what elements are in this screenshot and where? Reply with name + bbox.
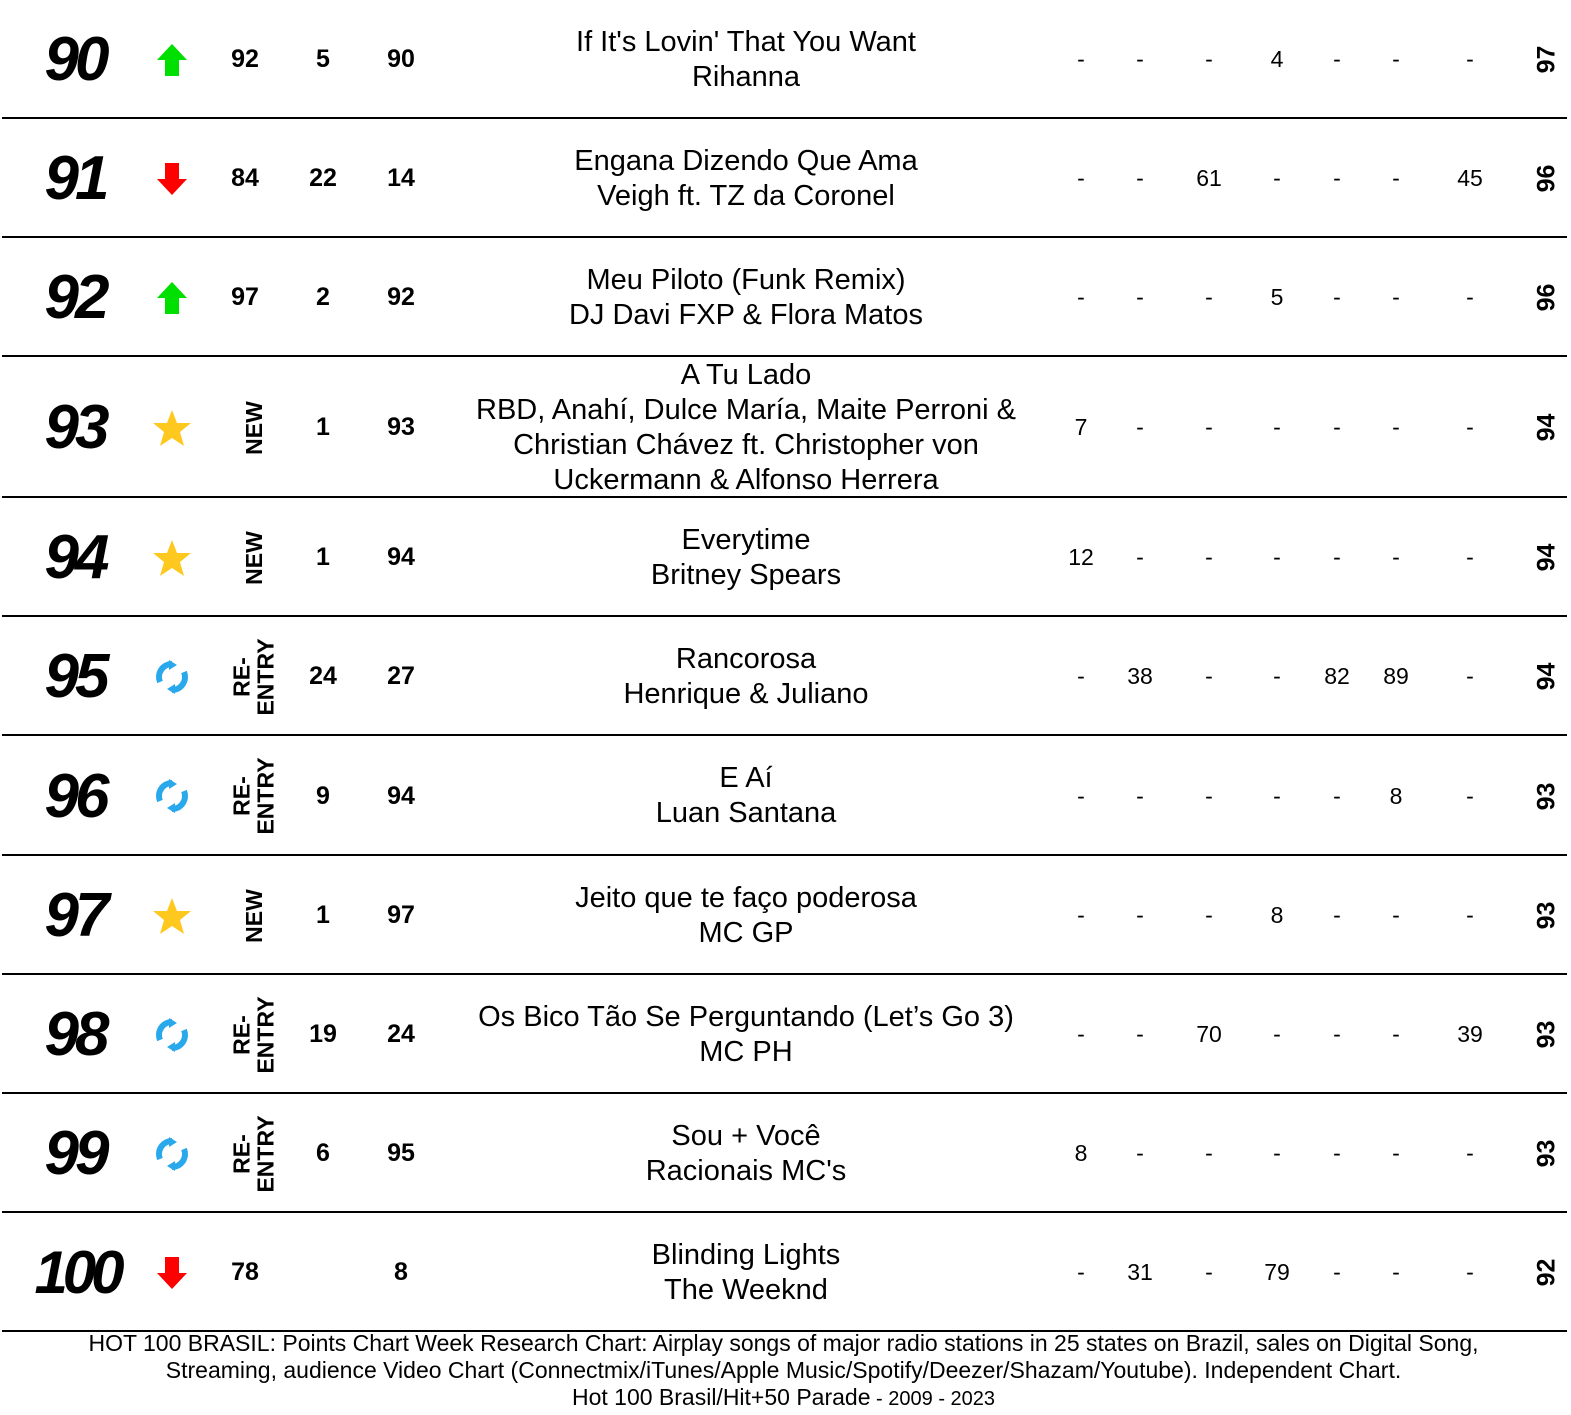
source-rank: - xyxy=(1205,902,1213,928)
source-rank: - xyxy=(1333,46,1341,72)
status-tag-label: RE- ENTRY xyxy=(229,995,280,1074)
source-rank: - xyxy=(1136,1021,1144,1047)
footer-title: Hot 100 Brasil/Hit+50 Parade xyxy=(571,1384,871,1410)
source-rank: - xyxy=(1205,284,1213,310)
footer-line-1: HOT 100 BRASIL: Points Chart Week Research Chart: Airplay songs of major radio stations in 25 states on Brazil, sales on Digital Song, xyxy=(88,1330,1479,1356)
song-info xyxy=(446,0,1046,119)
source-rank: - xyxy=(1333,544,1341,570)
status-tag xyxy=(228,357,280,498)
source-rank: - xyxy=(1466,663,1474,689)
song-title: Engana Dizendo Que Ama xyxy=(574,144,918,177)
source-rank: - xyxy=(1273,1021,1281,1047)
peak-position: 90 xyxy=(387,45,415,73)
source-rank: - xyxy=(1333,1021,1341,1047)
source-rank: 45 xyxy=(1457,165,1483,191)
source-rank: - xyxy=(1392,46,1400,72)
source-rank: - xyxy=(1136,544,1144,570)
source-rank: - xyxy=(1466,1259,1474,1285)
source-rank: - xyxy=(1205,414,1213,440)
source-rank: - xyxy=(1077,902,1085,928)
chart-row xyxy=(0,1094,1567,1213)
song-title: Os Bico Tão Se Perguntando (Let’s Go 3) xyxy=(478,1000,1014,1033)
source-rank: 89 xyxy=(1383,663,1409,689)
source-rank: - xyxy=(1205,1259,1213,1285)
arrow-up-icon xyxy=(150,0,194,119)
source-rank: - xyxy=(1136,284,1144,310)
source-rank: - xyxy=(1136,1140,1144,1166)
source-rank: - xyxy=(1077,1021,1085,1047)
last-week: 92 xyxy=(231,45,259,73)
last-week: 78 xyxy=(231,1258,259,1286)
chart-row xyxy=(0,357,1567,498)
peak-position: 24 xyxy=(387,1020,415,1048)
song-title: If It's Lovin' That You Want xyxy=(576,25,916,58)
points xyxy=(1525,0,1569,119)
footer-years: - 2009 - 2023 xyxy=(870,1388,996,1410)
source-rank: - xyxy=(1205,663,1213,689)
chart-row xyxy=(0,119,1567,238)
points-value: 94 xyxy=(1532,413,1561,442)
chart-row xyxy=(0,498,1567,617)
chart-position: 95 xyxy=(44,642,106,711)
source-rank: - xyxy=(1273,663,1281,689)
peak-position: 97 xyxy=(387,901,415,929)
source-rank: 4 xyxy=(1270,46,1284,72)
points-value: 93 xyxy=(1532,782,1561,810)
peak-position: 94 xyxy=(387,543,415,571)
source-rank: - xyxy=(1392,1140,1400,1166)
source-rank: - xyxy=(1136,165,1144,191)
weeks-on-chart: 1 xyxy=(316,901,330,929)
points xyxy=(1525,1213,1569,1332)
points-value: 93 xyxy=(1532,1020,1561,1049)
chart-row xyxy=(0,736,1567,856)
source-rank: - xyxy=(1273,782,1281,809)
source-rank: - xyxy=(1136,902,1144,928)
source-rank: 61 xyxy=(1196,165,1222,191)
chart-position: 91 xyxy=(44,144,106,213)
source-rank: - xyxy=(1077,663,1085,689)
source-rank: - xyxy=(1136,414,1144,440)
points-value: 94 xyxy=(1532,662,1561,691)
song-title: Meu Piloto (Funk Remix) xyxy=(586,263,906,296)
reentry-icon xyxy=(150,975,194,1094)
chart-position: 94 xyxy=(44,523,106,592)
source-rank: - xyxy=(1136,46,1144,72)
source-rank: - xyxy=(1466,1140,1474,1166)
source-rank: - xyxy=(1205,1140,1213,1166)
status-tag-label: RE- ENTRY xyxy=(229,1114,280,1193)
source-rank: - xyxy=(1205,46,1213,72)
source-rank: - xyxy=(1205,782,1213,809)
chart-row xyxy=(0,617,1567,736)
points xyxy=(1525,856,1569,975)
source-rank: - xyxy=(1333,782,1341,809)
source-rank: - xyxy=(1392,1259,1400,1285)
star-icon xyxy=(150,357,194,498)
source-rank: - xyxy=(1392,544,1400,570)
song-info xyxy=(446,238,1046,357)
status-tag-label: RE- ENTRY xyxy=(229,757,280,835)
points xyxy=(1525,1094,1569,1213)
footer-line-2: Streaming, audience Video Chart (Connectmix/iTunes/Apple Music/Spotify/Deezer/Shazam/Youtube). Independent Chart. xyxy=(165,1357,1402,1383)
weeks-on-chart: 9 xyxy=(316,781,330,810)
status-tag xyxy=(228,736,280,856)
status-tag-label: RE- ENTRY xyxy=(229,637,280,716)
points-value: 92 xyxy=(1532,1258,1561,1287)
source-rank: - xyxy=(1466,414,1474,440)
source-rank: 7 xyxy=(1074,414,1088,440)
status-tag xyxy=(228,617,280,736)
chart-row xyxy=(0,0,1567,119)
status-tag xyxy=(228,1094,280,1213)
source-rank: 38 xyxy=(1127,663,1153,689)
chart-row xyxy=(0,975,1567,1094)
song-artist: Racionais MC's xyxy=(645,1154,847,1187)
source-rank: - xyxy=(1333,284,1341,310)
chart-position: 97 xyxy=(44,881,106,950)
song-artist: Veigh ft. TZ da Coronel xyxy=(597,179,895,212)
chart-row xyxy=(0,238,1567,357)
source-rank: 70 xyxy=(1196,1021,1222,1047)
song-info xyxy=(446,1213,1046,1332)
weeks-on-chart: 1 xyxy=(316,543,330,571)
source-rank: - xyxy=(1466,782,1474,809)
points xyxy=(1525,617,1569,736)
song-artist: DJ Davi FXP & Flora Matos xyxy=(568,298,923,331)
points xyxy=(1525,498,1569,617)
source-rank: - xyxy=(1466,902,1474,928)
reentry-icon xyxy=(150,736,194,856)
source-rank: - xyxy=(1273,165,1281,191)
source-rank: - xyxy=(1077,165,1085,191)
last-week: 84 xyxy=(231,164,259,192)
reentry-icon xyxy=(150,1094,194,1213)
peak-position: 95 xyxy=(387,1139,415,1167)
chart-position: 92 xyxy=(44,263,106,332)
source-rank: - xyxy=(1392,165,1400,191)
chart-position: 96 xyxy=(44,761,106,831)
song-info xyxy=(446,975,1046,1094)
song-artist: RBD, Anahí, Dulce María, Maite Perroni & Christian Chávez ft. Christopher von Uckermann & Alfonso Herrera xyxy=(476,393,1016,496)
peak-position: 93 xyxy=(387,413,415,441)
song-title: E Aí xyxy=(719,762,773,794)
song-artist: Britney Spears xyxy=(650,558,842,591)
peak-position: 27 xyxy=(387,662,415,690)
source-rank: 5 xyxy=(1270,284,1284,310)
source-rank: - xyxy=(1392,902,1400,928)
chart-row xyxy=(0,1213,1567,1332)
points xyxy=(1525,119,1569,238)
peak-position: 92 xyxy=(387,283,415,311)
points xyxy=(1525,357,1569,498)
chart-row xyxy=(0,856,1567,975)
weeks-on-chart: 2 xyxy=(316,283,330,311)
song-info xyxy=(446,856,1046,975)
song-artist: MC PH xyxy=(699,1035,793,1068)
status-tag-label: NEW xyxy=(241,400,268,455)
source-rank: - xyxy=(1136,782,1144,809)
song-artist: The Weeknd xyxy=(664,1273,828,1306)
song-artist: MC GP xyxy=(698,916,794,949)
peak-position: 14 xyxy=(387,164,415,192)
source-rank: - xyxy=(1273,1140,1281,1166)
points-value: 97 xyxy=(1532,45,1561,74)
source-rank: - xyxy=(1333,902,1341,928)
source-rank: 8 xyxy=(1074,1140,1088,1166)
song-info xyxy=(446,736,1046,856)
source-rank: - xyxy=(1333,165,1341,191)
points-value: 96 xyxy=(1532,283,1561,312)
source-rank: 82 xyxy=(1324,663,1350,689)
source-rank: - xyxy=(1077,46,1085,72)
source-rank: - xyxy=(1466,284,1474,310)
points xyxy=(1525,736,1569,856)
chart-position: 99 xyxy=(44,1119,106,1188)
song-title: A Tu Lado xyxy=(680,358,812,391)
peak-position: 94 xyxy=(387,781,415,810)
chart-position: 100 xyxy=(34,1239,120,1306)
song-artist: Rihanna xyxy=(691,60,801,93)
status-tag-label: NEW xyxy=(241,530,268,585)
source-rank: - xyxy=(1273,544,1281,570)
source-rank: 39 xyxy=(1457,1021,1483,1047)
points-value: 94 xyxy=(1532,543,1561,572)
points-value: 96 xyxy=(1532,164,1561,193)
star-icon xyxy=(150,856,194,975)
song-artist: Henrique & Juliano xyxy=(623,677,869,710)
source-rank: - xyxy=(1333,1140,1341,1166)
weeks-on-chart: 22 xyxy=(309,164,337,192)
source-rank: 8 xyxy=(1270,902,1284,928)
song-info xyxy=(446,617,1046,736)
chart-position: 90 xyxy=(44,25,106,94)
source-rank: - xyxy=(1392,284,1400,310)
source-rank: - xyxy=(1333,1259,1341,1285)
song-info xyxy=(446,119,1046,238)
source-rank: - xyxy=(1205,544,1213,570)
reentry-icon xyxy=(150,617,194,736)
arrow-down-icon xyxy=(150,1213,194,1332)
source-rank: - xyxy=(1077,1259,1085,1285)
song-title: Jeito que te faço poderosa xyxy=(575,881,917,914)
song-title: Sou + Você xyxy=(671,1119,821,1152)
weeks-on-chart xyxy=(288,1213,358,1332)
points-value: 93 xyxy=(1532,901,1561,930)
points-value: 93 xyxy=(1532,1139,1561,1168)
footer xyxy=(0,1330,1567,1413)
arrow-up-icon xyxy=(150,238,194,357)
song-info xyxy=(446,498,1046,617)
status-tag xyxy=(228,975,280,1094)
points xyxy=(1525,975,1569,1094)
weeks-on-chart: 1 xyxy=(316,413,330,441)
status-tag xyxy=(228,498,280,617)
source-rank: 31 xyxy=(1127,1259,1153,1285)
weeks-on-chart: 5 xyxy=(316,45,330,73)
weeks-on-chart: 19 xyxy=(309,1020,337,1048)
status-tag xyxy=(228,856,280,975)
song-title: Blinding Lights xyxy=(651,1238,841,1271)
footer-line-3 xyxy=(0,1384,1567,1413)
song-artist: Luan Santana xyxy=(655,797,837,829)
star-icon xyxy=(150,498,194,617)
weeks-on-chart: 24 xyxy=(309,662,337,690)
source-rank: 79 xyxy=(1264,1259,1290,1285)
song-title: Everytime xyxy=(681,523,811,556)
source-rank: - xyxy=(1273,414,1281,440)
source-rank: - xyxy=(1392,414,1400,440)
source-rank: - xyxy=(1077,782,1085,809)
source-rank: - xyxy=(1392,1021,1400,1047)
status-tag-label: NEW xyxy=(241,888,268,943)
arrow-down-icon xyxy=(150,119,194,238)
weeks-on-chart: 6 xyxy=(316,1139,330,1167)
chart-position: 98 xyxy=(44,1000,106,1069)
source-rank: - xyxy=(1077,284,1085,310)
source-rank: 12 xyxy=(1068,544,1094,570)
song-title: Rancorosa xyxy=(675,642,817,675)
song-info xyxy=(446,1094,1046,1213)
points xyxy=(1525,238,1569,357)
source-rank: - xyxy=(1466,544,1474,570)
source-rank: - xyxy=(1466,46,1474,72)
peak-position: 8 xyxy=(394,1258,408,1286)
source-rank: 8 xyxy=(1389,782,1403,809)
source-rank: - xyxy=(1333,414,1341,440)
song-info xyxy=(446,357,1046,498)
last-week: 97 xyxy=(231,283,259,311)
chart-position: 93 xyxy=(44,393,106,462)
